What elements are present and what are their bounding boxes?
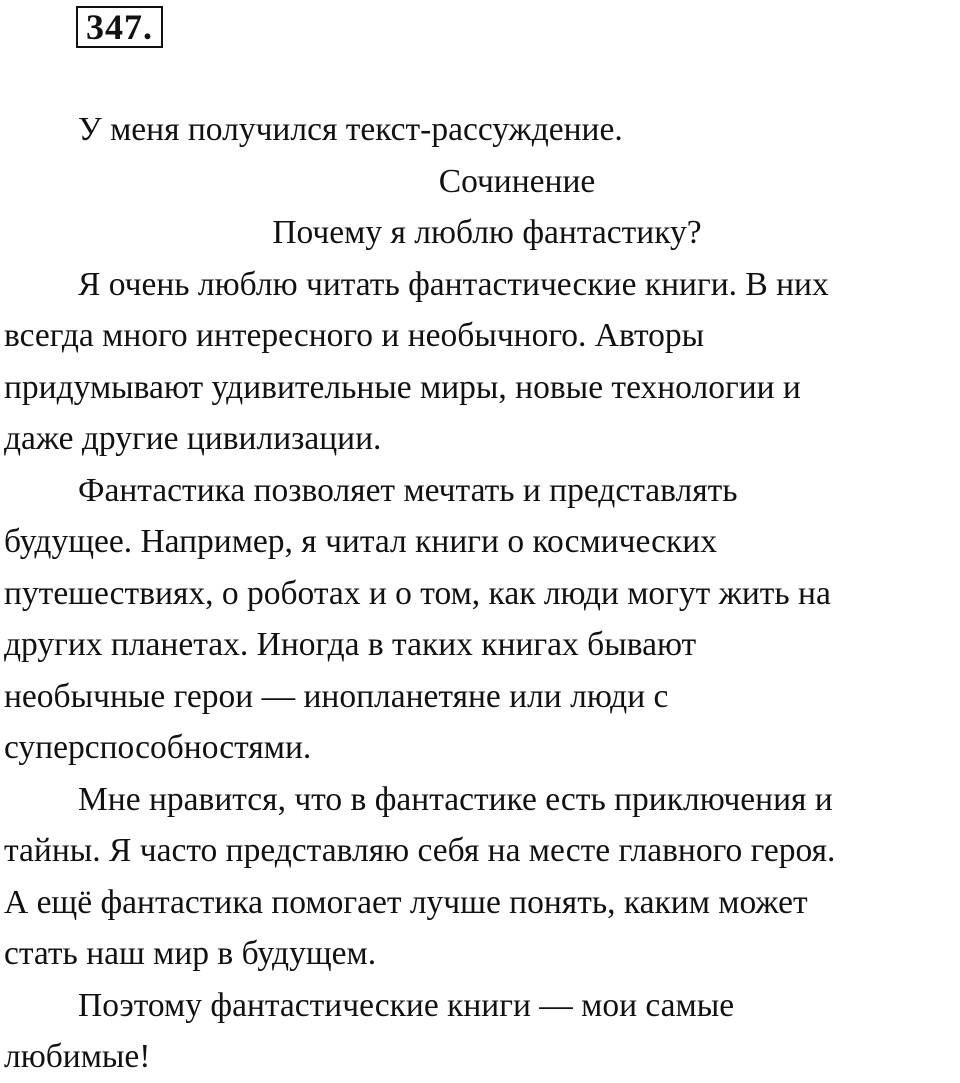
paragraph-3-line-4: стать наш мир в будущем. — [4, 935, 377, 972]
paragraph-3-line-3: А ещё фантастика помогает лучше понять, каким может — [4, 883, 808, 921]
intro-line: У меня получился текст-рассуждение. — [78, 111, 623, 148]
paragraph-1-line-4: даже другие цивилизации. — [4, 420, 382, 457]
paragraph-3-line-1: Мне нравится, что в фантастике есть приключения и — [78, 780, 833, 818]
paragraph-3-line-2: тайны. Я часто представляю себя на месте главного героя. — [4, 832, 836, 869]
paragraph-4-line-1: Поэтому фантастические книги — мои самые — [78, 986, 735, 1024]
paragraph-1-line-2: всегда много интересного и необычного. Авторы — [4, 317, 705, 354]
essay-text — [4, 104, 960, 1083]
paragraph-2-line-5: необычные герои — инопланетяне или люди с — [4, 677, 669, 715]
paragraph-2-line-4: других планетах. Иногда в таких книгах бывают — [4, 626, 697, 663]
paragraph-1-line-1: Я очень люблю читать фантастические книги. В них — [78, 265, 829, 303]
paragraph-2-line-1: Фантастика позволяет мечтать и представлять — [78, 471, 738, 509]
exercise-number: 347. — [76, 6, 163, 48]
paragraph-2-line-6: суперспособностями. — [4, 729, 312, 766]
genre-heading: Сочинение — [438, 162, 596, 200]
paragraph-4-line-2: любимые! — [4, 1038, 151, 1075]
essay-title: Почему я люблю фантастику? — [272, 214, 702, 251]
paragraph-2-line-3: путешествиях, о роботах и о том, как люди могут жить на — [4, 574, 831, 612]
paragraph-2-line-2: будущее. Например, я читал книги о космических — [4, 523, 717, 560]
paragraph-1-line-3: придумывают удивительные миры, новые технологии и — [4, 368, 801, 406]
